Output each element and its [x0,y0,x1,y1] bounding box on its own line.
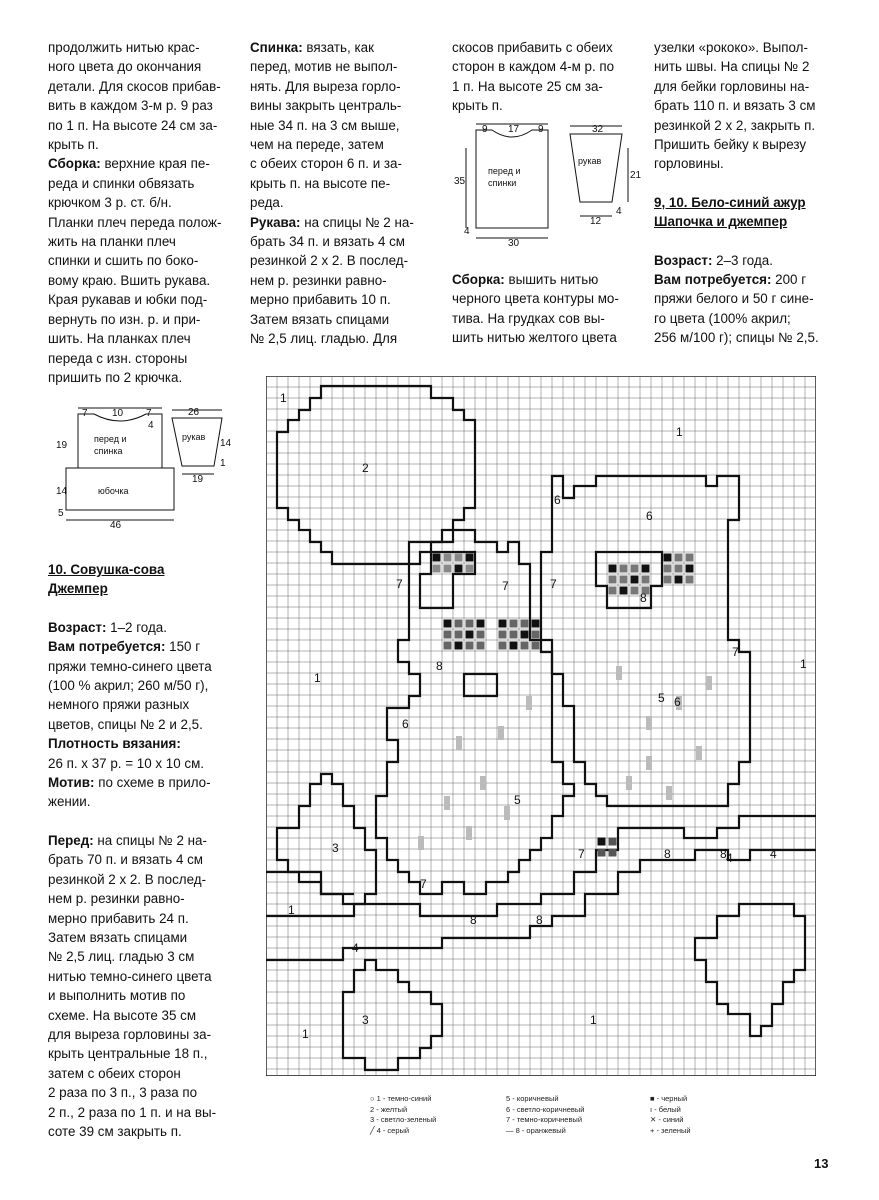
eye-mark [477,631,485,639]
eye-mark [444,554,452,562]
eye-mark [532,620,540,628]
chart-color-number: 4 [726,851,733,865]
grey-mark [418,836,424,850]
chart-color-number: 1 [314,671,321,685]
text-line: Затем вязать спицами [250,311,390,327]
eye-mark [609,838,617,846]
text-line: чем на переде, затем [250,137,384,153]
eye-mark [499,631,507,639]
text-line: детали. Для скосов прибав- [48,78,221,94]
grey-mark [646,716,652,730]
text-line: брать 70 п. и вязать 4 см [48,852,204,868]
label-b-front-back-2: спинка [94,446,123,456]
eye-mark [631,565,639,573]
eye-mark [631,576,639,584]
dim-b-top-3: 7 [146,408,152,419]
chart-color-number: 1 [280,391,287,405]
eye-mark [675,565,683,573]
text-line: на спицы № 2 на- [300,214,414,230]
eye-mark [466,565,474,573]
text-line: горловины. [654,156,724,172]
dim-sleeve-rib: 4 [616,206,622,217]
text-line: вышить нитью [504,272,599,287]
column-4-text [654,38,837,348]
text-line: Края рукавав и юбки под- [48,292,208,308]
section-title-10: 10. Совушка-сова [48,562,165,577]
dim-b-sleeve-bottom: 19 [192,474,204,485]
text-line: крыть п. [48,137,99,153]
dim-height: 35 [454,176,466,187]
eye-mark [532,631,540,639]
sleeve-outline-2 [172,418,222,466]
legend-col-1 [370,1094,436,1136]
eye-mark [433,554,441,562]
legend-item: ı - белый [650,1104,681,1114]
eye-mark [631,587,639,595]
needs-paragraph-2 [654,270,837,348]
text-line: для бейки горловины на- [654,78,810,94]
eye-mark [598,838,606,846]
eye-mark [477,620,485,628]
grey-mark [480,776,486,790]
grey-mark [504,806,510,820]
page-number: 13 [814,1156,829,1171]
eye-mark [609,587,617,595]
eye-mark [455,642,463,650]
legend-item: — 8 - оранжевый [506,1125,566,1135]
text-line: вить в каждом 3-м р. 9 раз [48,98,213,114]
eye-mark [609,565,617,573]
eye-mark [444,620,452,628]
legend-item: + - зеленый [650,1125,691,1135]
paragraph-slopes [452,38,638,116]
section-title-9-10: 9, 10. Бело-синий ажур [654,194,806,210]
dim-top-4: 32 [592,124,604,135]
text-line: жении. [48,794,91,810]
text-line: го цвета (100% акрил; [654,310,791,326]
chart-color-number: 7 [502,579,509,593]
dim-b-width: 46 [110,520,122,530]
needs-label-2: Вам потребуется: [654,272,772,288]
chart-color-number: 8 [436,659,443,673]
age-line [48,618,234,637]
grey-mark [456,736,462,750]
chart-color-number: 6 [674,695,681,709]
front-paragraph [48,831,234,1142]
text-line: для выреза горловины за- [48,1026,212,1042]
text-line: нять. Для выреза горло- [250,78,401,94]
text-line: крыть п. на высоте пе- [250,175,391,191]
text-line: нить швы. На спицы № 2 [654,59,810,75]
dim-sleeve-length: 21 [630,170,642,181]
age-label: Возраст: [48,619,107,635]
text-line: на спицы № 2 на- [93,832,207,848]
chart-color-number: 1 [590,1013,597,1027]
age-value-2: 2–3 года. [712,252,773,268]
text-line: вязать, как [302,40,374,55]
label-front-back: перед и [488,166,521,176]
eye-mark [466,642,474,650]
front-label: Перед: [48,832,94,848]
legend-item: ╱ 4 - серый [370,1125,410,1135]
assembly-paragraph-2 [452,270,638,348]
eye-mark [510,642,518,650]
eye-mark [664,576,672,584]
text-line: немного пряжи разных [48,697,190,713]
age-line-2 [654,251,837,270]
dim-b-sleeve-top: 26 [188,407,200,418]
knitting-chart-owl [266,376,816,1076]
eye-mark [455,565,463,573]
text-line: № 2,5 лиц. гладью 3 см [48,949,195,965]
dim-b-height-2: 14 [56,486,68,497]
pattern-schematic-dress [52,402,242,530]
text-line: пряжи темно-синего цвета [48,658,212,674]
text-line: вины закрыть централь- [250,98,402,114]
eye-mark [620,565,628,573]
text-line: соте 39 см закрыть п. [48,1123,182,1139]
chart-color-number: 3 [332,841,339,855]
chart-color-number: 4 [770,847,777,861]
chart-color-number: 6 [554,493,561,507]
text-line: продолжить нитью крас- [48,40,200,55]
back-paragraph [250,38,436,213]
grey-mark [696,746,702,760]
text-line: тива. На грудках сов вы- [452,310,605,326]
text-line: верхние края пе- [100,156,210,172]
chart-color-number: 3 [362,1013,369,1027]
column-1-text [48,38,234,387]
text-line: Планки плеч переда полож- [48,214,222,230]
sleeves-paragraph [250,213,436,349]
chart-color-number: 5 [658,691,665,705]
needs-paragraph [48,637,234,734]
eye-mark [510,631,518,639]
grey-mark [526,696,532,710]
dim-rib: 4 [464,226,470,237]
legend-item: 7 - темно-коричневый [506,1115,583,1124]
assembly-label: Сборка: [48,156,101,172]
grey-mark [616,666,622,680]
dim-b-sleeve-small: 1 [220,458,226,469]
chart-color-number: 7 [550,577,557,591]
chart-color-number: 1 [288,903,295,917]
eye-mark [444,631,452,639]
grey-mark [646,756,652,770]
legend-item: ○ 1 - темно-синий [370,1094,432,1103]
needs-label: Вам потребуется: [48,639,166,655]
density-value: 26 п. х 37 р. = 10 х 10 см. [48,755,205,771]
sleeve-outline [570,134,622,202]
chart-color-number: 5 [514,793,521,807]
eye-mark [620,587,628,595]
eye-mark [675,576,683,584]
text-line: 256 м/100 г); спицы № 2,5. [654,330,819,346]
text-line: ного цвета до окончания [48,59,202,75]
column-2-text [250,38,436,349]
text-line: крючком 3 р. ст. б/н. [48,195,172,211]
eye-mark [686,554,694,562]
motif-label: Мотив: [48,775,95,791]
sleeves-label: Рукава: [250,214,301,230]
text-line: 200 г [771,272,807,288]
grey-mark [498,726,504,740]
eye-mark [598,849,606,857]
back-label: Спинка: [250,40,303,55]
text-line: нем р. резинки равно- [250,272,387,288]
dim-b-top-1: 7 [82,408,88,419]
text-line: мерно прибавить 24 п. [48,910,189,926]
text-line: нем р. резинки равно- [48,891,185,907]
text-line: 2 раза по 3 п., 3 раза по [48,1085,198,1101]
label-b-front-back: перед и [94,434,127,444]
grey-mark [444,796,450,810]
text-line: затем с обеих сторон [48,1065,181,1081]
eye-mark [455,620,463,628]
text-line: реда. [250,195,284,211]
eye-mark [477,642,485,650]
legend-item: 3 - светло-зеленый [370,1115,437,1124]
text-line: перед, мотив не выпол- [250,59,398,75]
eye-mark [664,554,672,562]
text-line: реда и спинки обвязать [48,175,195,191]
label-b-skirt: юбочка [98,486,129,496]
paragraph-continue [48,38,234,154]
eye-mark [455,554,463,562]
text-line: 1 п. На высоте 25 см за- [452,78,603,94]
eye-mark [532,642,540,650]
text-line: крыть п. [452,98,503,114]
assembly-paragraph [48,154,234,387]
text-line: резинкой 2 х 2. В послед- [250,253,409,269]
text-line: резинкой 2 х 2. В послед- [48,871,207,887]
eye-mark [466,631,474,639]
eye-mark [466,620,474,628]
dim-b-top-2: 10 [112,408,124,419]
dim-sleeve-cuff: 12 [590,216,602,227]
eye-mark [686,565,694,573]
density-label: Плотность вязания: [48,736,181,752]
column-3-assembly [452,270,638,348]
eye-mark [642,565,650,573]
column-5-text [48,560,234,1141]
eye-mark [609,849,617,857]
label-b-sleeve: рукав [182,432,206,442]
text-line: (100 % акрил; 260 м/50 г), [48,678,209,694]
chart-color-number: 1 [676,425,683,439]
chart-color-number: 8 [640,591,647,605]
section-subtitle-10: Джемпер [48,581,108,597]
grey-mark [666,786,672,800]
eye-mark [642,576,650,584]
text-line: черного цвета контуры мо- [452,291,619,307]
text-line: шить нитью желтого цвета [452,330,617,346]
legend-item: ✕ - синий [650,1115,684,1124]
chart-color-number: 8 [470,913,477,927]
eye-mark [444,642,452,650]
chart-color-number: 8 [720,847,727,861]
legend-item: 5 - коричневый [506,1094,559,1103]
eye-mark [664,565,672,573]
eye-mark [686,576,694,584]
grey-mark [466,826,472,840]
legend-item: 2 - желтый [370,1104,408,1114]
grey-mark [706,676,712,690]
text-line: 150 г [165,639,201,655]
paragraph-neckband [654,38,837,174]
legend-item: 6 - светло-коричневый [506,1104,585,1114]
eye-mark [521,631,529,639]
text-line: и выполнить мотив по [48,988,186,1004]
eye-mark [466,554,474,562]
text-line: ные 34 п. на 3 см выше, [250,117,400,133]
text-line: переда с изн. стороны [48,350,188,366]
text-line: спинки и сшить по боко- [48,253,199,269]
chart-color-number: 7 [578,847,585,861]
text-line: брать 110 п. и вязать 3 см [654,98,816,114]
legend-col-2 [506,1094,585,1136]
text-line: скосов прибавить с обеих [452,40,613,55]
text-line: цветов, спицы № 2 и 2,5. [48,716,203,732]
text-line: брать 34 п. и вязать 4 см [250,234,406,250]
text-line: пряжи белого и 50 г сине- [654,291,814,307]
eye-mark [620,576,628,584]
dim-b-height-1: 19 [56,440,68,451]
chart-color-number: 1 [302,1027,309,1041]
column-3-text [452,38,638,116]
grey-mark [626,776,632,790]
text-line: с обеих сторон 6 п. и за- [250,156,402,172]
chart-color-number: 6 [402,717,409,731]
section-subtitle-9-10: Шапочка и джемпер [654,214,788,230]
dim-b-sleeve-right: 14 [220,438,232,449]
text-line: пришить по 2 крючка. [48,369,183,385]
eye-mark [499,620,507,628]
legend-col-3 [650,1094,691,1136]
text-line: Затем вязать спицами [48,929,188,945]
chart-color-number: 4 [352,941,359,955]
chart-color-number: 8 [664,847,671,861]
eye-mark [521,620,529,628]
text-line: мерно прибавить 10 п. [250,292,391,308]
dim-top-1: 9 [482,124,488,135]
dim-top-2: 17 [508,124,520,135]
chart-color-number: 7 [732,645,739,659]
text-line: по схеме в прило- [94,775,211,791]
eye-mark [444,565,452,573]
text-line: резинкой 2 х 2, закрыть п. [654,117,816,133]
label-front-back-2: спинки [488,178,517,188]
text-line: по 1 п. На высоте 24 см за- [48,117,218,133]
pattern-schematic-sweater [452,118,642,248]
eye-mark [433,565,441,573]
text-line: нитью темно-синего цвета [48,968,212,984]
dim-b-height-3: 5 [58,508,64,519]
motif-paragraph [48,773,234,812]
dim-b-small: 4 [148,420,154,431]
chart-color-number: 8 [536,913,543,927]
age-label-2: Возраст: [654,252,713,268]
eye-mark [499,642,507,650]
eye-mark [675,554,683,562]
label-sleeve: рукав [578,156,602,166]
chart-color-number: 6 [646,509,653,523]
text-line: жить на планки плеч [48,234,176,250]
legend-item: ■ - черный [650,1094,688,1103]
text-line: узелки «рококо». Выпол- [654,40,808,55]
text-line: 2 п., 2 раза по 1 п. и на вы- [48,1104,217,1120]
chart-color-number: 7 [396,577,403,591]
chart-color-number: 2 [362,461,369,475]
text-line: крыть центральные 18 п., [48,1046,208,1062]
eye-mark [609,576,617,584]
assembly-label-2: Сборка: [452,272,505,287]
text-line: схеме. На высоте 35 см [48,1007,197,1023]
eye-mark [455,631,463,639]
eye-mark [521,642,529,650]
eye-mark [510,620,518,628]
chart-color-number: 1 [800,657,807,671]
text-line: шить. На планках плеч [48,331,191,347]
text-line: Пришить бейку к вырезу [654,137,807,153]
chart-color-number: 7 [420,877,427,891]
text-line: вернуть по изн. р. и при- [48,311,201,327]
text-line: вому краю. Вшить рукава. [48,272,211,288]
dim-top-3: 9 [538,124,544,135]
age-value: 1–2 года. [106,619,167,635]
text-line: № 2,5 лиц. гладью. Для [250,331,398,347]
text-line: сторон в каждом 4-м р. по [452,59,615,75]
dim-width: 30 [508,238,520,248]
